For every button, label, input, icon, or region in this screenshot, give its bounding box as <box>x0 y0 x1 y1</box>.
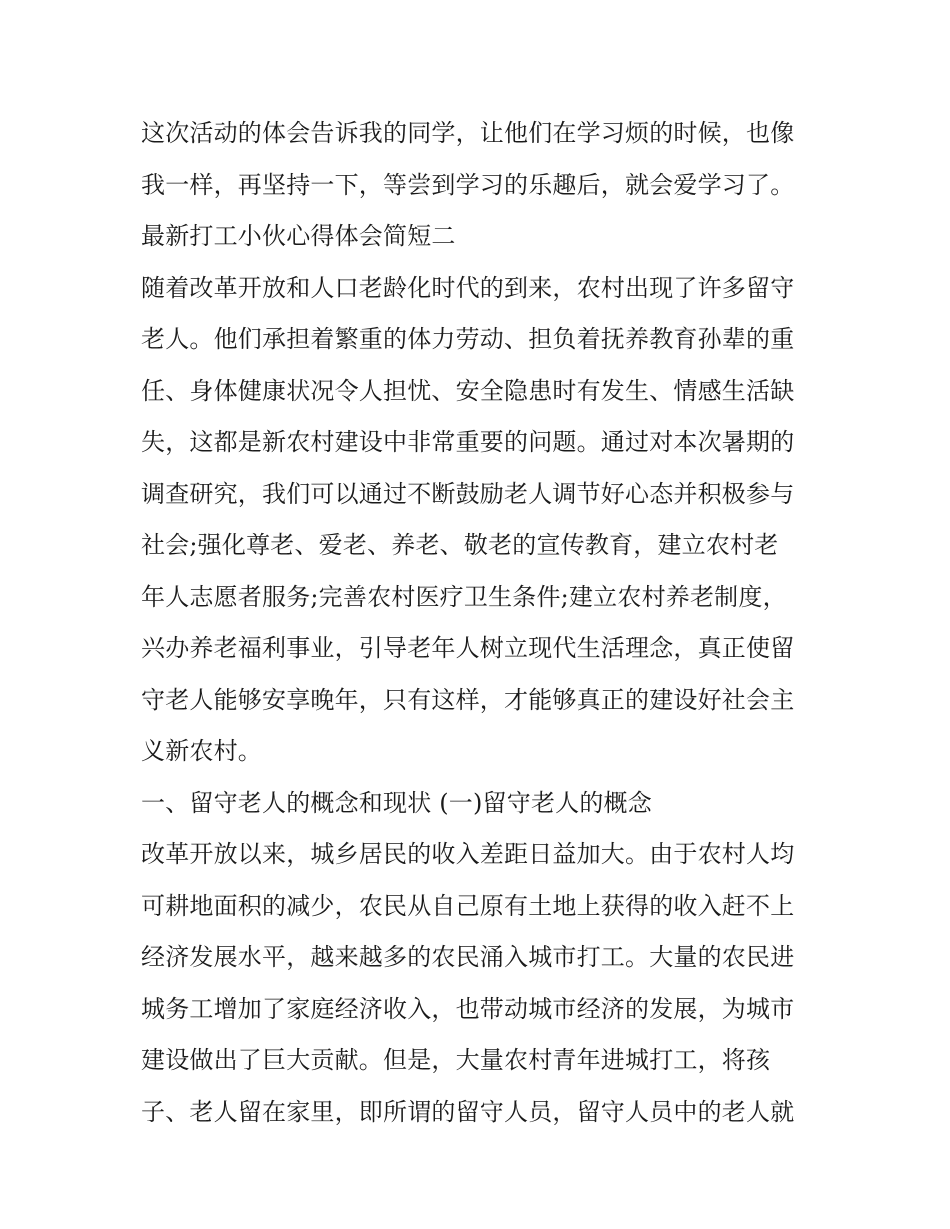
text-line: 随着改革开放和人口老龄化时代的到来，农村出现了许多留守 <box>141 273 795 302</box>
text-line: 城务工增加了家庭经济收入，也带动城市经济的发展，为城市 <box>141 994 795 1023</box>
text-line: 年人志愿者服务;完善农村医疗卫生条件;建立农村养老制度， <box>141 582 787 611</box>
text-line: 经济发展水平，越来越多的农民涌入城市打工。大量的农民进 <box>141 943 795 971</box>
section-heading: 最新打工小伙心得体会简短二 <box>141 222 456 250</box>
subsection-heading: 一、留守老人的概念和现状 (一)留守老人的概念 <box>141 788 652 817</box>
text-line: 改革开放以来，城乡居民的收入差距日益加大。由于农村人均 <box>141 840 795 868</box>
text-line: 可耕地面积的减少，农民从自己原有土地上获得的收入赶不上 <box>141 891 795 920</box>
text-line: 守老人能够安享晚年，只有这样，才能够真正的建设好社会主 <box>141 685 795 714</box>
text-line: 我一样，再坚持一下，等尝到学习的乐趣后，就会爱学习了。 <box>141 170 795 199</box>
text-line: 子、老人留在家里，即所谓的留守人员，留守人员中的老人就 <box>141 1097 795 1126</box>
text-line: 义新农村。 <box>141 737 262 765</box>
text-line: 任、身体健康状况令人担忧、安全隐患时有发生、情感生活缺 <box>141 376 795 405</box>
text-line: 建设做出了巨大贡献。但是，大量农村青年进城打工，将孩 <box>141 1046 771 1074</box>
document-body <box>141 108 821 1138</box>
text-line: 这次活动的体会告诉我的同学，让他们在学习烦的时候，也像 <box>141 119 795 147</box>
text-line: 兴办养老福利事业，引导老年人树立现代生活理念，真正使留 <box>141 634 795 662</box>
text-line: 社会;强化尊老、爱老、养老、敬老的宣传教育，建立农村老 <box>141 531 779 559</box>
text-line: 失，这都是新农村建设中非常重要的问题。通过对本次暑期的 <box>141 428 795 456</box>
text-line: 调查研究，我们可以通过不断鼓励老人调节好心态并积极参与 <box>141 479 795 508</box>
text-line: 老人。他们承担着繁重的体力劳动、担负着抚养教育孙辈的重 <box>141 325 795 353</box>
